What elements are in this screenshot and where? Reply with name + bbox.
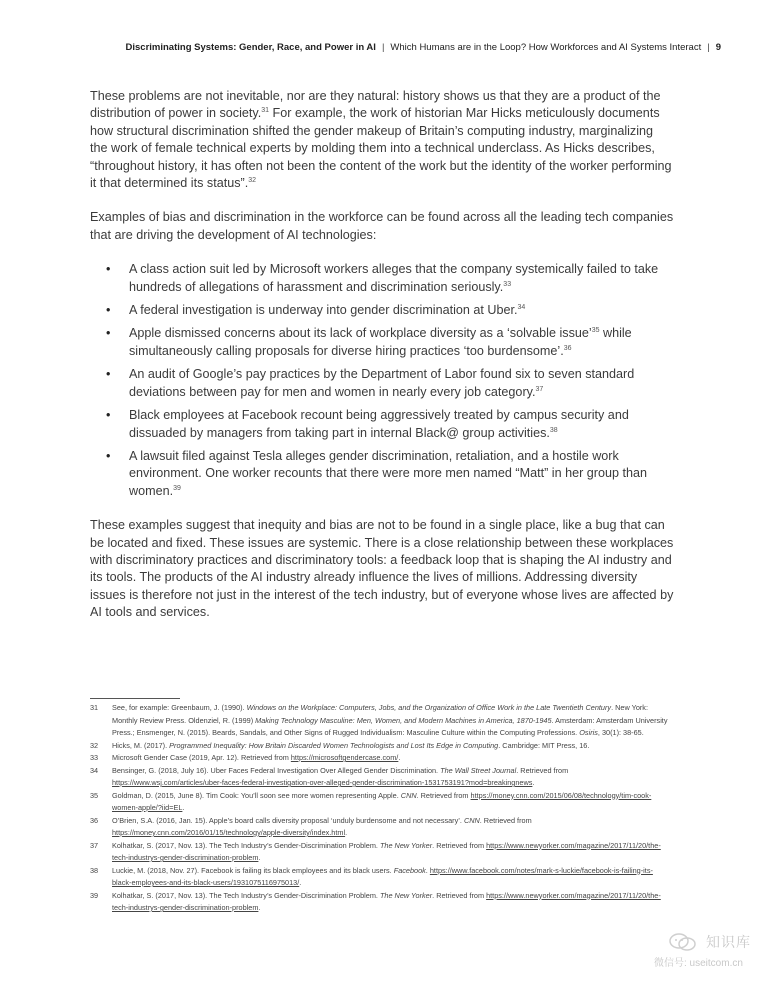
footnote-text: . bbox=[398, 753, 401, 762]
footnote-title: Osiris bbox=[579, 728, 598, 737]
main-text bbox=[90, 88, 674, 639]
footnotes bbox=[90, 702, 670, 915]
watermark bbox=[652, 928, 760, 970]
footnote-text: . Cambridge: MIT Press, 16. bbox=[498, 740, 590, 750]
footnote-32 bbox=[90, 740, 670, 753]
header-book-title: Discriminating Systems: Gender, Race, and Power in AI bbox=[125, 42, 376, 53]
watermark-subtitle: 微信号: useitcom.cn bbox=[654, 958, 743, 969]
paragraph-1-part-b: For example, the work of historian Mar Hicks meticulously documents how structural discrimination shifted the gender makeup of Britain’s computing industry, marginalizing the work of female technical experts by molding them into a technical underclass. As Hicks describes, “throughout history, it has often not been the content of the work but the identity of the worker performing it that determined its status”. bbox=[90, 106, 672, 191]
paragraph-2: Examples of bias and discrimination in the workforce can be found across all the leading tech companies that are driving the development of AI technologies: bbox=[90, 210, 674, 242]
footnote-link[interactable]: https://www.facebook.com/notes/mark-s-luckie/facebook-is-failing-its-black-employees-and-its-black-users/1931075116975013/ bbox=[112, 865, 653, 887]
footnote-text: . bbox=[425, 865, 430, 875]
footnote-38 bbox=[90, 865, 670, 890]
footnote-title: CNN bbox=[463, 815, 480, 825]
footnote-title: The New Yorker bbox=[379, 890, 433, 900]
footnote-link[interactable]: https://microsoftgendercase.com/ bbox=[290, 753, 399, 762]
footnote-ref-32[interactable]: 32 bbox=[248, 177, 256, 185]
footnote-31 bbox=[90, 702, 670, 740]
list-item-text: A lawsuit filed against Tesla alleges gender discrimination, retaliation, and a hostile work environment. One worker recounts that there were more men named “Matt” in her group than women. bbox=[129, 448, 647, 498]
footnote-text: O’Brien, S.A. (2016, Jan. 15). Apple’s board calls diversity proposal ‘unduly burdensome and not necessary’. bbox=[112, 815, 464, 825]
running-header bbox=[0, 42, 721, 53]
examples-list bbox=[90, 261, 674, 500]
footnote-text: . bbox=[258, 903, 261, 912]
header-separator: | bbox=[381, 42, 385, 53]
footnote-title: The Wall Street Journal bbox=[440, 765, 517, 775]
footnote-link[interactable]: https://money.cnn.com/2015/06/08/technology/tim-cook-women-apple/?iid=EL bbox=[112, 790, 652, 812]
footnote-title: Facebook bbox=[393, 865, 426, 875]
footnote-number: 34 bbox=[90, 765, 99, 775]
footnote-text: . Retrieved from bbox=[432, 840, 487, 850]
watermark-name: 知识库 bbox=[706, 934, 751, 950]
paragraph-3: These examples suggest that inequity and bias are not to be found in a single place, like a bug that can be located and fixed. These issues are systemic. There is a close relationship between these workplaces with discriminatory practices and discriminatory tools: a feedback loop that is shaping the AI industry and its tools. The products of the AI industry already influence the lives of millions. Addressing diversity issues is therefore not just in the interest of the tech industry, but of everyone whose lives are affected by AI tools and services. bbox=[90, 518, 674, 620]
footnote-number: 38 bbox=[90, 865, 99, 875]
footnote-text: Luckie, M. (2018, Nov. 27). Facebook is failing its black employees and its black users. bbox=[112, 865, 394, 875]
footnote-ref-31[interactable]: 31 bbox=[261, 107, 270, 115]
footnote-text: Goldman, D. (2015, June 8). Tim Cook: You’ll soon see more women representing Apple. bbox=[112, 790, 401, 800]
list-item-text: Apple dismissed concerns about its lack of workplace diversity as a ‘solvable issue’ bbox=[129, 326, 592, 341]
footnote-text: . bbox=[345, 828, 348, 837]
footnote-title: Windows on the Workplace: Computers, Jobs, and the Organization of Office Work in the Late Twentieth Century bbox=[246, 703, 612, 712]
footnote-ref-33[interactable]: 33 bbox=[503, 280, 512, 288]
footnote-title: Programmed Inequality: How Britain Discarded Women Technologists and Lost Its Edge in Computing bbox=[169, 740, 499, 750]
list-item bbox=[90, 407, 674, 442]
footnote-number: 37 bbox=[90, 840, 99, 850]
footnote-ref-37[interactable]: 37 bbox=[535, 385, 544, 393]
footnote-text: . bbox=[258, 853, 261, 862]
footnote-ref-35[interactable]: 35 bbox=[591, 327, 600, 335]
footnote-number: 35 bbox=[90, 790, 99, 800]
footnote-title: The New Yorker bbox=[379, 840, 433, 850]
footnote-number: 31 bbox=[90, 703, 99, 712]
list-item-text-2: while simultaneously calling proposals for diverse hiring practices ‘too burdensome’. bbox=[129, 326, 632, 358]
footnote-text: . bbox=[182, 803, 185, 812]
footnote-text: Kolhatkar, S. (2017, Nov. 13). The Tech Industry’s Gender-Discrimination Problem. bbox=[112, 840, 380, 850]
footnote-text: See, for example: Greenbaum, J. (1990). bbox=[112, 703, 247, 712]
list-item bbox=[90, 302, 674, 319]
footnote-text: . Retrieved from bbox=[416, 790, 471, 800]
list-item bbox=[90, 366, 674, 401]
footnote-ref-36[interactable]: 36 bbox=[563, 344, 572, 352]
footnote-text: Hicks, M. (2017). bbox=[112, 740, 170, 750]
footnote-link[interactable]: https://www.newyorker.com/magazine/2017/11/20/the-tech-industrys-gender-discrimination-problem bbox=[112, 840, 661, 862]
footnote-text: . bbox=[299, 878, 302, 887]
footnote-link[interactable]: https://money.cnn.com/2016/01/15/technology/apple-diversity/index.html bbox=[112, 828, 346, 837]
footnote-35 bbox=[90, 790, 670, 815]
footnote-text: . Retrieved from bbox=[479, 815, 532, 825]
list-item bbox=[90, 261, 674, 296]
footnote-34 bbox=[90, 765, 670, 790]
footnote-text: Kolhatkar, S. (2017, Nov. 13). The Tech Industry’s Gender-Discrimination Problem. bbox=[112, 890, 380, 900]
footnote-number: 33 bbox=[90, 753, 99, 762]
list-item-text: An audit of Google’s pay practices by the Department of Labor found six to seven standard deviations between pay for men and women in nearly every job category. bbox=[129, 367, 635, 399]
footnote-title: CNN bbox=[400, 790, 417, 800]
list-item-text: A class action suit led by Microsoft workers alleges that the company systemically failed to take hundreds of allegations of harassment and discrimination seriously. bbox=[129, 262, 659, 294]
footnote-37 bbox=[90, 840, 670, 865]
list-item bbox=[90, 325, 674, 360]
header-chapter-title: Which Humans are in the Loop? How Workforces and AI Systems Interact bbox=[390, 42, 702, 53]
footnote-number: 32 bbox=[90, 740, 99, 750]
footnote-text: , 30(1): 38-65. bbox=[597, 728, 644, 737]
footnote-text: . Retrieved from bbox=[432, 890, 487, 900]
footnote-title: Making Technology Masculine: Men, Women, and Modern Machines in America, 1870-1945 bbox=[255, 715, 552, 725]
footnote-text: Microsoft Gender Case (2019, Apr. 12). Retrieved from bbox=[112, 753, 291, 762]
footnote-link[interactable]: https://www.newyorker.com/magazine/2017/11/20/the-tech-industrys-gender-discrimination-problem bbox=[112, 890, 661, 912]
footnote-number: 36 bbox=[90, 815, 99, 825]
footnote-link[interactable]: https://www.wsj.com/articles/uber-faces-federal-investigation-over-alleged-gender-discrimination-1531753191?mod=breakingnews bbox=[112, 778, 533, 787]
footnote-number: 39 bbox=[90, 890, 99, 900]
footnote-text: . Retrieved from bbox=[516, 765, 569, 775]
paragraph-1-part-a: These problems are not inevitable, nor are they natural: history shows us that they are a product of the distribution of power in society. bbox=[90, 89, 661, 121]
list-item-text: A federal investigation is underway into gender discrimination at Uber. bbox=[129, 303, 518, 318]
footnote-ref-38[interactable]: 38 bbox=[549, 426, 558, 434]
footnote-39 bbox=[90, 890, 670, 915]
footnote-text: . Amsterdam: Amsterdam University Press.; Ensmenger, N. (2015). Beards, Sandals, and Other Signs of Rugged Individualism: Masculine Culture within the Computing Professions. bbox=[112, 715, 668, 737]
footnote-ref-34[interactable]: 34 bbox=[517, 304, 526, 312]
footnote-text: . bbox=[532, 778, 535, 787]
footnote-36 bbox=[90, 815, 670, 840]
page-number: 9 bbox=[715, 42, 721, 53]
footnote-text: Bensinger, G. (2018, July 16). Uber Faces Federal Investigation Over Alleged Gender Discrimination. bbox=[112, 765, 441, 775]
list-item-text: Black employees at Facebook recount being aggressively treated by campus security and dissuaded by managers from taking part in internal Black@ group activities. bbox=[129, 408, 629, 440]
footnote-33 bbox=[90, 752, 670, 765]
header-separator-2: | bbox=[707, 42, 710, 53]
list-item bbox=[90, 448, 674, 500]
footnote-text: . New York: Monthly Review Press. Oldenziel, R. (1999) bbox=[112, 703, 648, 725]
footnote-divider bbox=[90, 698, 180, 699]
paragraph-1 bbox=[90, 88, 674, 192]
footnote-ref-39[interactable]: 39 bbox=[173, 484, 181, 492]
wechat-icon bbox=[668, 932, 698, 952]
